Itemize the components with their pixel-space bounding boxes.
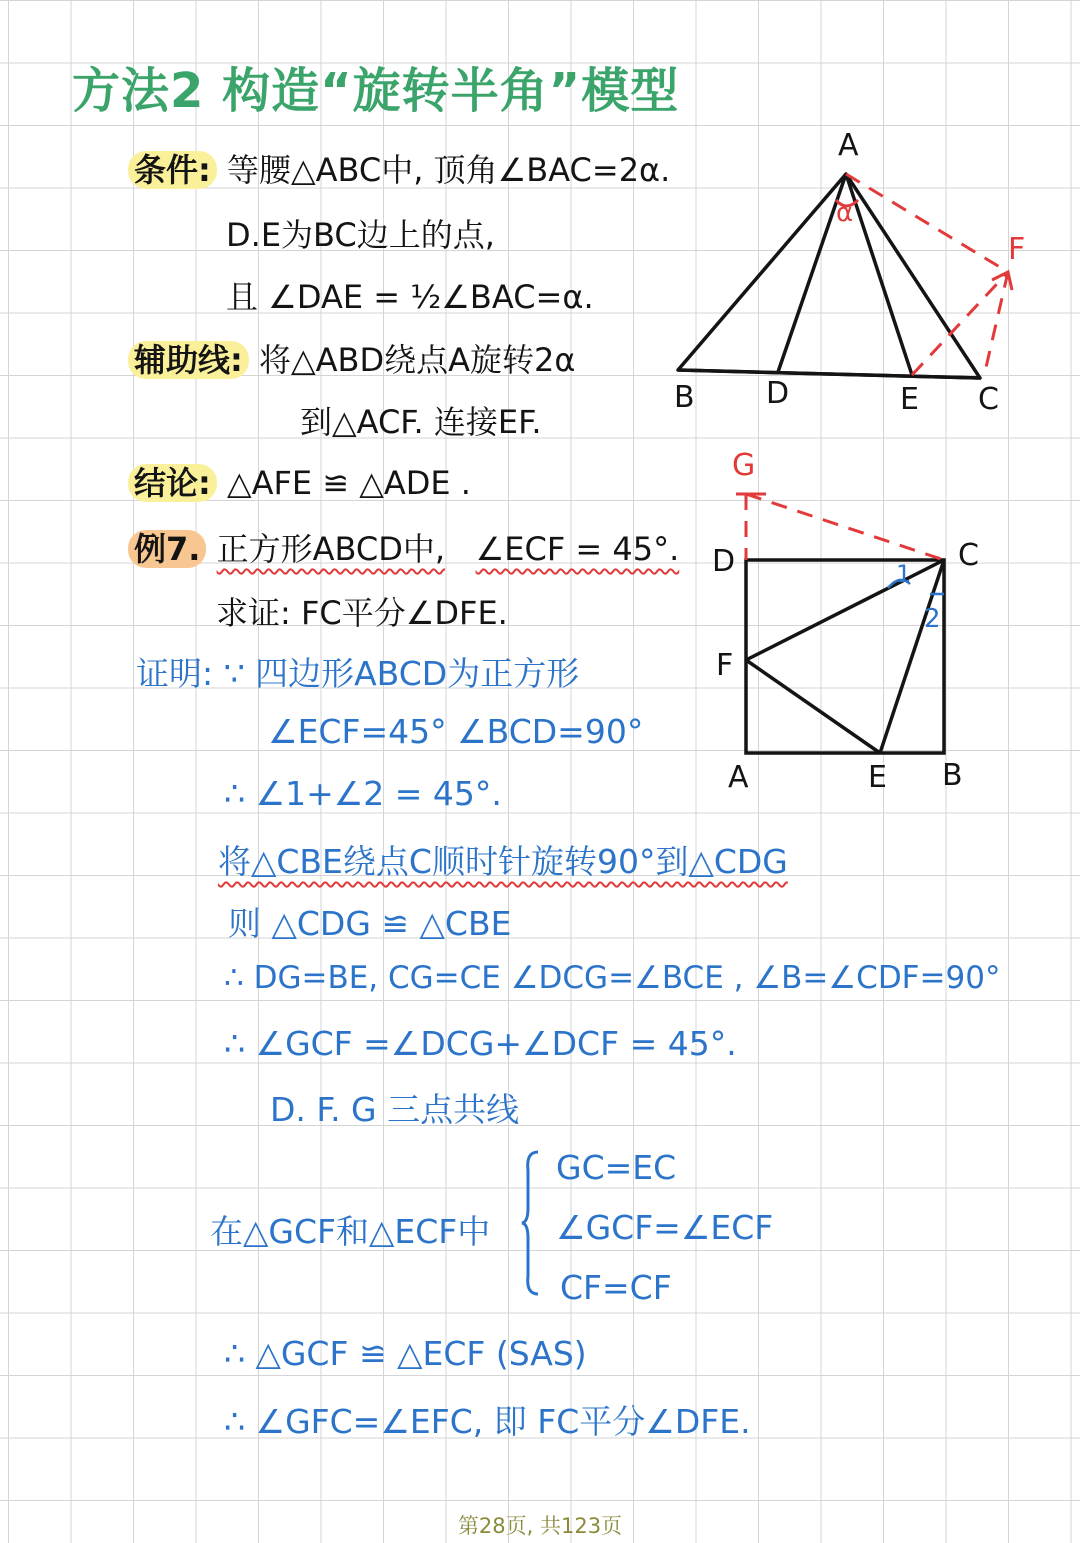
conclusion-text: △AFE ≌ △ADE . bbox=[226, 464, 471, 502]
proof-line: ∠ECF=45° ∠BCD=90° bbox=[268, 712, 644, 751]
proof-rotation-step: 将△CBE绕点C顺时针旋转90°到△CDG bbox=[218, 842, 788, 881]
proof-line: D. F. G 三点共线 bbox=[270, 1090, 520, 1129]
label-d: D bbox=[712, 544, 736, 579]
system-line: ∠GCF=∠ECF bbox=[556, 1208, 774, 1247]
dashed-gc bbox=[746, 494, 944, 560]
label-alpha: α bbox=[836, 198, 854, 228]
proof-line: ∴ ∠1+∠2 = 45°. bbox=[224, 774, 502, 813]
segment-fe bbox=[746, 660, 880, 753]
label-g: G bbox=[732, 448, 756, 483]
condition-line: 等腰△ABC中, 顶角∠BAC=2α. bbox=[226, 151, 671, 189]
dashed-fc bbox=[984, 272, 1008, 376]
label-a: A bbox=[838, 128, 859, 163]
proof-final-line: ∴ ∠GFC=∠EFC, 即 FC平分∠DFE. bbox=[224, 1402, 751, 1441]
example-problem: 正方形ABCD中, bbox=[216, 530, 446, 568]
proof-line: ∴ DG=BE, CG=CE ∠DCG=∠BCE , ∠B=∠CDF=90° bbox=[224, 960, 1001, 996]
label-d: D bbox=[766, 376, 790, 411]
condition-label: 条件: bbox=[128, 151, 217, 189]
system-line: CF=CF bbox=[560, 1268, 672, 1307]
segment-bc bbox=[678, 370, 980, 378]
aux-line: 将△ABD绕点A旋转2α bbox=[258, 341, 576, 379]
label-b: B bbox=[942, 758, 963, 793]
system-lead: 在△GCF和△ECF中 bbox=[210, 1212, 491, 1251]
example-label: 例7. bbox=[128, 530, 206, 568]
proof-line: 则 △CDG ≌ △CBE bbox=[228, 904, 512, 943]
example-angle: ∠ECF = 45°. bbox=[475, 530, 680, 568]
label-f: F bbox=[716, 648, 734, 683]
segment-ae bbox=[846, 174, 912, 375]
condition-line: D.E为BC边上的点, bbox=[226, 216, 495, 254]
system-line: GC=EC bbox=[556, 1148, 677, 1187]
label-a: A bbox=[728, 760, 749, 795]
dashed-ef bbox=[912, 272, 1008, 375]
page-footer: 第28页, 共123页 bbox=[457, 1514, 623, 1538]
label-b: B bbox=[674, 380, 695, 415]
conclusion-label: 结论: bbox=[128, 464, 217, 502]
aux-line: 到△ACF. 连接EF. bbox=[300, 403, 542, 441]
label-c: C bbox=[958, 538, 979, 573]
proof-label: 证明: bbox=[136, 654, 214, 693]
proof-final-line: ∴ △GCF ≌ △ECF (SAS) bbox=[224, 1334, 587, 1373]
label-c: C bbox=[978, 382, 999, 417]
square-abcd bbox=[746, 560, 944, 753]
label-angle-1: 1 bbox=[896, 560, 912, 588]
prove-statement: 求证: FC平分∠DFE. bbox=[216, 594, 508, 632]
label-e: E bbox=[868, 760, 887, 795]
condition-line: 且 ∠DAE = ½∠BAC=α. bbox=[226, 278, 594, 316]
proof-line: ∵ 四边形ABCD为正方形 bbox=[223, 654, 580, 693]
proof-line: ∴ ∠GCF =∠DCG+∠DCF = 45°. bbox=[224, 1024, 737, 1063]
dashed-af bbox=[846, 174, 1008, 272]
label-angle-2: 2 bbox=[924, 604, 941, 634]
triangle-abc bbox=[678, 174, 980, 378]
page-title: 方法2 构造“旋转半角”模型 bbox=[72, 63, 680, 119]
aux-label: 辅助线: bbox=[128, 341, 249, 379]
label-e: E bbox=[900, 382, 919, 417]
label-f: F bbox=[1008, 232, 1026, 267]
